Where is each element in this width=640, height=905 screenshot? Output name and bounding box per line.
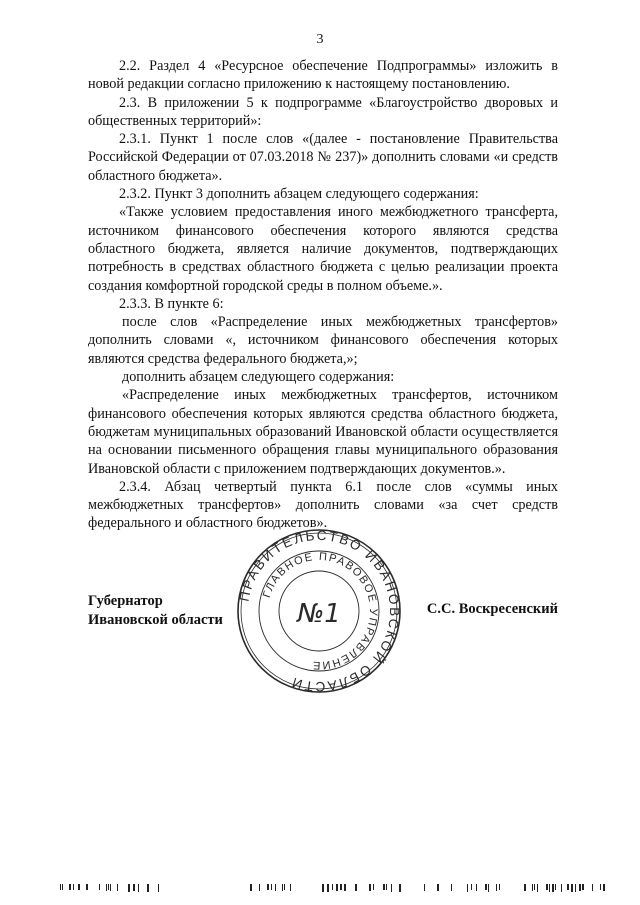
signer-title-line2: Ивановской области — [88, 612, 223, 628]
barcode-bar — [355, 884, 357, 891]
seal-outer-text: ПРАВИТЕЛЬСТВО ИВАНОВСКОЙ ОБЛАСТИ — [236, 528, 402, 694]
paragraph-2-2: 2.2. Раздел 4 «Ресурсное обеспечение Подпрограммы» изложить в новой редакции согласно приложению к настоящему постановлению. — [88, 58, 558, 93]
signer-title — [88, 592, 223, 630]
official-seal — [236, 528, 402, 694]
seal-inner-text: ГЛАВНОЕ ПРАВОВОЕ УПРАВЛЕНИЕ — [260, 550, 380, 672]
paragraph-2-3-3: 2.3.3. В пункте 6: — [119, 295, 224, 312]
barcode-bar — [86, 884, 88, 890]
barcode-bar — [391, 884, 392, 892]
barcode-bar — [250, 884, 252, 891]
barcode-bar — [471, 884, 472, 890]
barcode-bar — [383, 884, 385, 890]
barcode-bar — [579, 884, 581, 891]
barcode-bar — [575, 884, 576, 892]
barcode-bar — [451, 884, 452, 891]
barcode-bar — [60, 884, 61, 890]
barcode-bar — [275, 884, 276, 891]
barcode-bar — [437, 884, 439, 891]
barcode-bar — [117, 884, 118, 891]
barcode-bar — [532, 884, 533, 891]
barcode-bar — [424, 884, 425, 891]
document-body — [88, 57, 558, 533]
barcode-bar — [62, 884, 63, 890]
barcode-bar — [282, 884, 283, 891]
barcode-bar — [373, 884, 374, 890]
barcode-bar — [284, 884, 285, 890]
barcode-bar — [600, 884, 601, 890]
barcode-bar — [267, 884, 269, 890]
barcode-bar — [133, 884, 135, 891]
barcode-bar — [69, 884, 71, 890]
barcode-bar — [485, 884, 487, 890]
barcode-bar — [322, 884, 324, 892]
paragraph-2-3: 2.3. В приложении 5 к подпрограмме «Благоустройство дворовых и общественных территорий»: — [88, 94, 558, 129]
barcode-bar — [467, 884, 468, 892]
barcode-bar — [147, 884, 149, 892]
barcode-bar — [476, 884, 477, 891]
paragraph-quote-2: «Распределение иных межбюджетных трансфертов, источником финансового обеспечения которых являются средства областного бюджета, бюджетам муниципальных образований Ивановской области осуществляется на основании письменного обращения главы муниципального образования Ивановской области с приложением подтверждающих документов.». — [88, 387, 558, 477]
barcode-bar — [340, 884, 342, 890]
barcode-bar — [158, 884, 159, 892]
barcode-bar — [138, 884, 139, 892]
paragraph-2-3-1: 2.3.1. Пункт 1 после слов «(далее - постановление Правительства Российской Федерации от 07.03.2018 № 237)» дополнить словами «и средств областного бюджета». — [88, 131, 558, 184]
barcode-bar — [369, 884, 371, 891]
paragraph-quote-1: «Также условием предоставления иного межбюджетного трансферта, источником финансового обеспечения которого являются средства областного бюджета, является наличие документов, подтверждающих потребность в средствах областного бюджета с целью реализации проекта создания комфортной городской среды в полном объеме.». — [88, 204, 558, 294]
barcode-bar — [537, 884, 538, 892]
barcode-bar — [582, 884, 584, 890]
barcode-bar — [73, 884, 74, 890]
signer-title-line1: Губернатор — [88, 593, 163, 609]
barcode-bar — [271, 884, 272, 890]
barcode-bar — [592, 884, 593, 891]
barcode-bar — [336, 884, 338, 891]
barcode-bar — [571, 884, 573, 892]
barcode-bar — [108, 884, 109, 890]
barcode-bar — [567, 884, 569, 890]
barcode-bar — [386, 884, 387, 890]
barcode-bar — [332, 884, 333, 890]
barcode-bar — [549, 884, 550, 892]
barcode-bar — [534, 884, 535, 890]
barcode-bar — [555, 884, 556, 890]
barcode-bar — [488, 884, 489, 892]
paragraph-add-abzac: дополнить абзацем следующего содержания: — [122, 369, 395, 386]
barcode-bar — [106, 884, 107, 891]
barcode-bar — [128, 884, 130, 892]
paragraph-after-words: после слов «Распределение иных межбюджетных трансфертов» дополнить словами «, источником финансового обеспечения которых являются средства федерального бюджета,»; — [88, 314, 558, 367]
barcode-bar — [546, 884, 548, 890]
paragraph-2-3-4: 2.3.4. Абзац четвертый пункта 6.1 после слов «суммы иных межбюджетных трансфертов» дополнить словами «за счет средств федерального и областного бюджетов». — [88, 478, 558, 532]
page-number: 3 — [316, 32, 324, 47]
barcode-bar — [78, 884, 80, 890]
barcode-bar — [259, 884, 260, 891]
barcode-bar — [344, 884, 346, 891]
scan-barcode-strip — [60, 882, 620, 894]
barcode-bar — [110, 884, 111, 891]
barcode-bar — [496, 884, 497, 891]
barcode-bar — [499, 884, 500, 890]
barcode-bar — [552, 884, 554, 892]
barcode-bar — [603, 884, 605, 891]
barcode-bar — [99, 884, 100, 890]
barcode-bar — [290, 884, 291, 891]
barcode-bar — [399, 884, 401, 892]
paragraph-2-3-2: 2.3.2. Пункт 3 дополнить абзацем следующего содержания: — [119, 186, 479, 203]
signer-name: С.С. Воскресенский — [426, 601, 558, 617]
seal-center-text: №1 — [297, 599, 341, 629]
barcode-bar — [561, 884, 562, 892]
barcode-bar — [327, 884, 329, 892]
barcode-bar — [524, 884, 526, 891]
